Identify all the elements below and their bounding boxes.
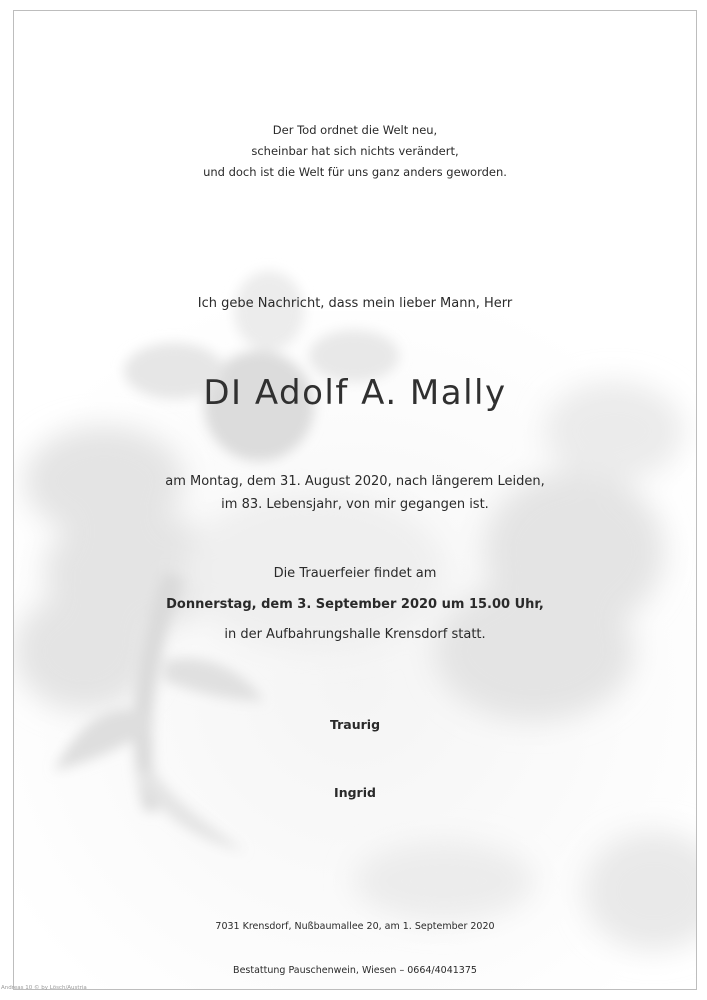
- signatory-name: Ingrid: [334, 785, 376, 800]
- ceremony-intro: Die Trauerfeier findet am: [273, 566, 437, 581]
- quote-line-3: und doch ist die Welt für uns ganz anders geworden.: [203, 165, 507, 179]
- print-credit: Andreas 10 © by Lösch/Austria: [1, 985, 87, 991]
- quote-line-1: Der Tod ordnet die Welt neu,: [272, 123, 438, 137]
- quote-line-2: scheinbar hat sich nichts verändert,: [251, 144, 459, 158]
- ceremony-datetime: Donnerstag, dem 3. September 2020 um 15.00 Uhr,: [166, 597, 544, 612]
- notice-page: [13, 10, 697, 990]
- mourning-word: Traurig: [329, 717, 381, 732]
- funeral-home-line: Bestattung Pauschenwein, Wiesen – 0664/4041375: [233, 965, 477, 976]
- ceremony-location: in der Aufbahrungshalle Krensdorf statt.: [224, 627, 486, 642]
- death-info-line-2: im 83. Lebensjahr, von mir gegangen ist.: [221, 497, 489, 512]
- announcement-text: Ich gebe Nachricht, dass mein lieber Mann, Herr: [197, 296, 513, 311]
- death-info-line-1: am Montag, dem 31. August 2020, nach längerem Leiden,: [165, 474, 545, 489]
- address-line: 7031 Krensdorf, Nußbaumallee 20, am 1. September 2020: [215, 921, 495, 932]
- notice-content: [14, 11, 696, 989]
- deceased-name: DI Adolf A. Mally: [203, 373, 507, 413]
